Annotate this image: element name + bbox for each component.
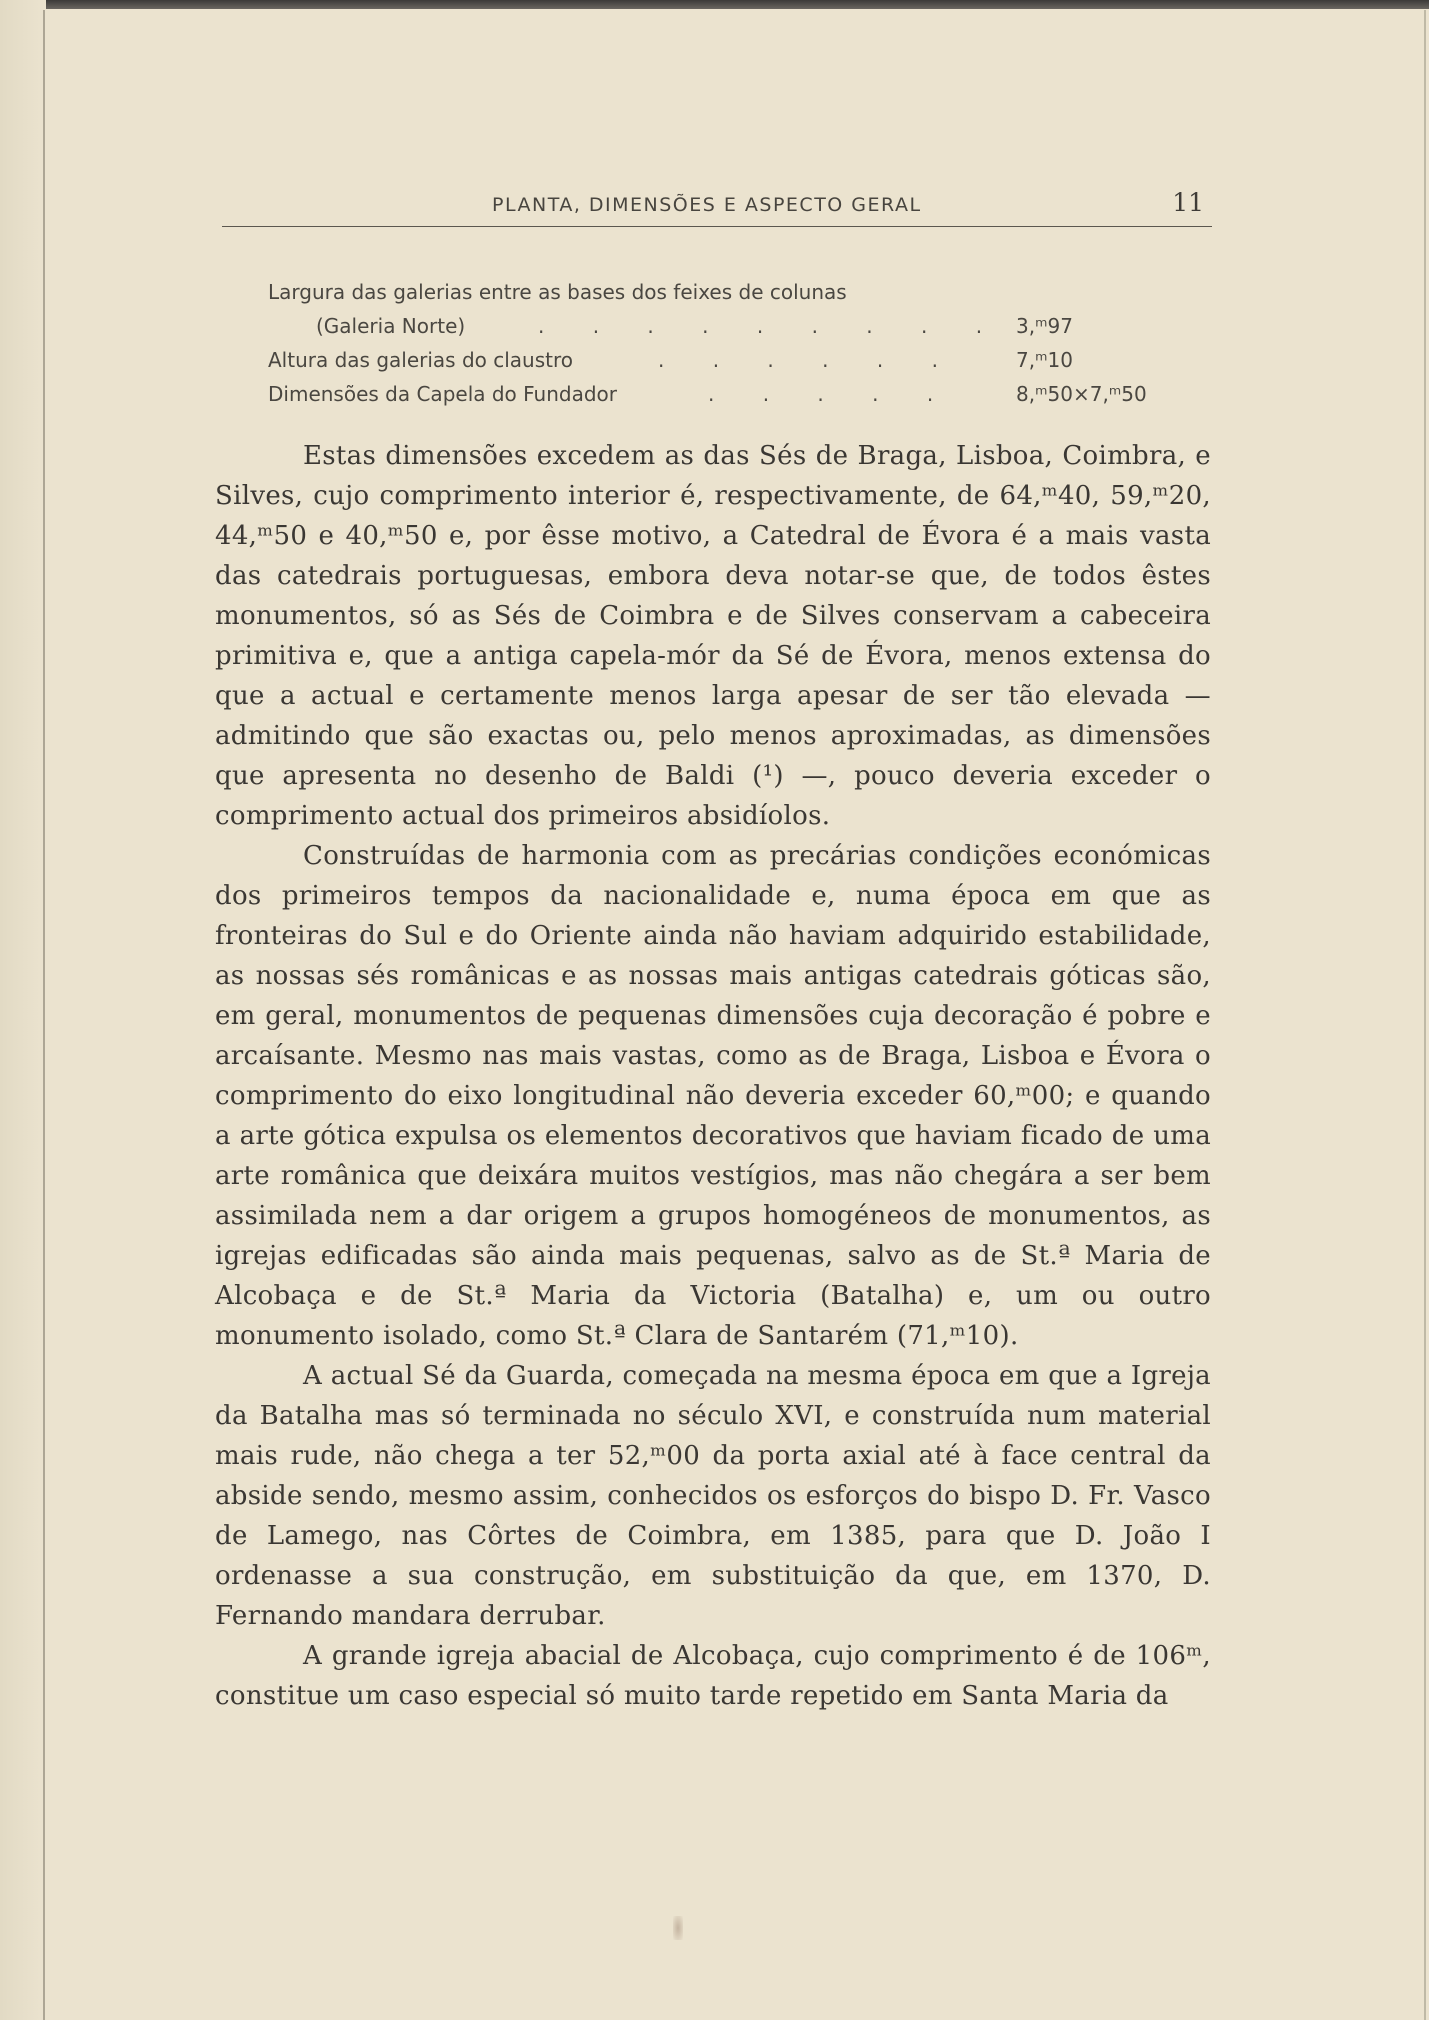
dimensions-table bbox=[268, 275, 1168, 411]
dimension-row bbox=[268, 309, 1168, 343]
page-left-edge-line bbox=[43, 10, 45, 2020]
running-head bbox=[222, 190, 1212, 227]
paragraph: Estas dimensões excedem as das Sés de Braga, Lisboa, Coimbra, e Silves, cujo comprimento interior é, respectivamente, de 64,ᵐ40, 59,ᵐ20, 44,ᵐ50 e 40,ᵐ50 e, por êsse motivo, a Catedral de Évora é a mais vasta das catedrais portuguesas, embora deva notar-se que, de todos êstes monumentos, só as Sés de Coimbra e de Silves conservam a cabeceira primitiva e, que a antiga capela-mór da Sé de Évora, menos extensa do que a actual e certamente menos larga apesar de ser tão elevada — admitindo que são exactas ou, pelo menos aproximadas, as dimensões que apresenta no desenho de Baldi (¹) —, pouco deveria exceder o comprimento actual dos primeiros absidíolos. bbox=[215, 441, 1211, 831]
page-left-margin bbox=[0, 0, 46, 2020]
body-text bbox=[215, 436, 1211, 1716]
paragraph: A grande igreja abacial de Alcobaça, cujo comprimento é de 106ᵐ, constitue um caso especial só muito tarde repetido em Santa Maria da bbox=[215, 1641, 1211, 1711]
paper-smudge bbox=[673, 1916, 683, 1940]
dimension-leader-dots: . . . . . . bbox=[658, 348, 959, 372]
dimension-value: 7,ᵐ10 bbox=[1016, 348, 1073, 372]
running-title: PLANTA, DIMENSÕES E ASPECTO GERAL bbox=[492, 194, 922, 216]
dimension-value: 8,ᵐ50×7,ᵐ50 bbox=[1016, 382, 1147, 406]
dimension-value: 3,ᵐ97 bbox=[1016, 314, 1073, 338]
dimension-row bbox=[268, 343, 1168, 377]
dimension-row bbox=[268, 275, 1168, 309]
page-top-edge bbox=[0, 0, 1429, 9]
dimension-label: (Galeria Norte) bbox=[316, 314, 466, 338]
page-right-edge-line bbox=[1424, 10, 1426, 2020]
dimension-row bbox=[268, 377, 1168, 411]
paragraph: Construídas de harmonia com as precárias condições económicas dos primeiros tempos da nacionalidade e, numa época em que as fronteiras do Sul e do Oriente ainda não haviam adquirido estabilidade, as nossas sés românicas e as nossas mais antigas catedrais góticas são, em geral, monumentos de pequenas dimensões cuja decoração é pobre e arcaísante. Mesmo nas mais vastas, como as de Braga, Lisboa e Évora o comprimento do eixo longitudinal não deveria exceder 60,ᵐ00; e quando a arte gótica expulsa os elementos decorativos que haviam ficado de uma arte românica que deixára muitos vestígios, mas não chegára a ser bem assimilada nem a dar origem a grupos homogéneos de monumentos, as igrejas edificadas são ainda mais pequenas, salvo as de St.ª Maria de Alcobaça e de St.ª Maria da Victoria (Batalha) e, um ou outro monumento isolado, como St.ª Clara de Santarém (71,ᵐ10). bbox=[215, 841, 1211, 1351]
page-number: 11 bbox=[1172, 188, 1204, 217]
dimension-label: Altura das galerias do claustro bbox=[268, 348, 573, 372]
dimension-label: Dimensões da Capela do Fundador bbox=[268, 382, 618, 406]
paragraph: A actual Sé da Guarda, começada na mesma época em que a Igreja da Batalha mas só terminada no século XVI, e construída num material mais rude, não chega a ter 52,ᵐ00 da porta axial até à face central da abside sendo, mesmo assim, conhecidos os esforços do bispo D. Fr. Vasco de Lamego, nas Côrtes de Coimbra, em 1385, para que D. João I ordenasse a sua construção, em substituição da que, em 1370, D. Fernando mandara derrubar. bbox=[215, 1361, 1211, 1631]
dimension-leader-dots: . . . . . . . . . bbox=[538, 314, 1004, 338]
dimension-label: Largura das galerias entre as bases dos feixes de colunas bbox=[268, 280, 847, 304]
dimension-leader-dots: . . . . . bbox=[708, 382, 955, 406]
